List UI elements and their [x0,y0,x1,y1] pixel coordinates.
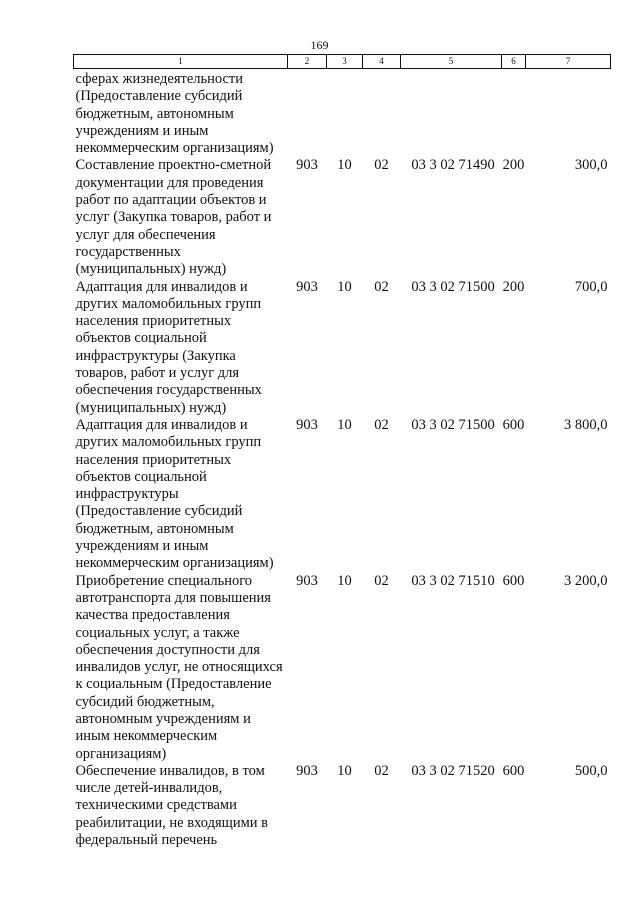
row-target-article: 03 3 02 71500 [411,416,495,433]
table-row [74,279,611,417]
row-admin-code [288,69,327,158]
row-target-article: 03 3 02 71520 [411,762,495,779]
row-amount: 3 200,0 [564,572,608,589]
table-row [74,69,611,158]
row-description: Составление проектно-сметной документации для проведения работ по адаптации объектов и услуг (Закупка товаров, работ и услуг для обеспечения государственных (муниципальных) нужд) [75,157,272,278]
row-admin-code: 903 [296,157,318,174]
row-admin-code: 903 [296,278,318,295]
row-admin-code: 903 [296,416,318,433]
row-section: 10 [337,278,352,295]
row-description: Приобретение специального автотранспорта для повышения качества предоставления социальных услуг, а также обеспечения доступности для инвалидов услуг, не относящихся к социальным (Предоставление субсидий бюджетным, автономным учреждениям и иным некоммерческим организациям) [75,572,283,762]
table-row [74,417,611,573]
row-section: 10 [337,157,352,174]
column-header-2: 2 [288,55,327,69]
row-amount: 3 800,0 [564,416,608,433]
row-admin-code: 903 [296,762,318,779]
row-subsection: 02 [374,572,389,589]
row-amount: 700,0 [574,278,608,295]
row-amount: 500,0 [574,762,608,779]
row-amount: 300,0 [574,157,608,174]
row-admin-code: 903 [296,572,318,589]
row-section: 10 [337,572,352,589]
row-subsection: 02 [374,278,389,295]
table-row [74,157,611,278]
budget-table [73,54,611,849]
row-subsection: 02 [374,762,389,779]
row-description: сферах жизнедеятельности (Предоставление субсидий бюджетным, автономным учреждениям и иным некоммерческим организациям) [75,71,274,157]
column-header-5: 5 [401,55,502,69]
row-section [327,69,363,158]
row-target-article: 03 3 02 71500 [411,278,495,295]
row-target-article: 03 3 02 71510 [411,572,495,589]
column-header-4: 4 [363,55,401,69]
table-header-row [74,55,611,69]
page-number: 169 [310,38,329,52]
row-description: Адаптация для инвалидов и других маломобильных групп населения приоритетных объектов социальной инфраструктуры (Закупка товаров, работ и услуг для обеспечения государственных (муниципальных) нужд) [75,278,262,416]
row-expense-type: 600 [502,762,525,779]
table-row [74,573,611,763]
row-target-article [401,69,502,158]
row-expense-type: 600 [502,572,525,589]
table-row [74,763,611,849]
row-section: 10 [337,416,352,433]
column-header-6: 6 [502,55,526,69]
row-expense-type [502,69,526,158]
row-section: 10 [337,762,352,779]
row-target-article: 03 3 02 71490 [411,157,495,174]
column-header-3: 3 [327,55,363,69]
row-description: Обеспечение инвалидов, в том числе детей-инвалидов, техническими средствами реабилитации, не входящими в федеральный перечень [75,762,268,849]
column-header-7: 7 [526,55,611,69]
row-subsection: 02 [374,157,389,174]
row-subsection [363,69,401,158]
row-expense-type: 200 [502,278,525,295]
row-subsection: 02 [374,416,389,433]
row-amount [526,69,611,158]
row-expense-type: 200 [502,157,525,174]
column-header-1: 1 [74,55,288,69]
row-expense-type: 600 [502,416,525,433]
row-description: Адаптация для инвалидов и других маломобильных групп населения приоритетных объектов социальной инфраструктуры (Предоставление субсидий бюджетным, автономным учреждениям и иным некоммерческим организациям) [75,416,274,572]
